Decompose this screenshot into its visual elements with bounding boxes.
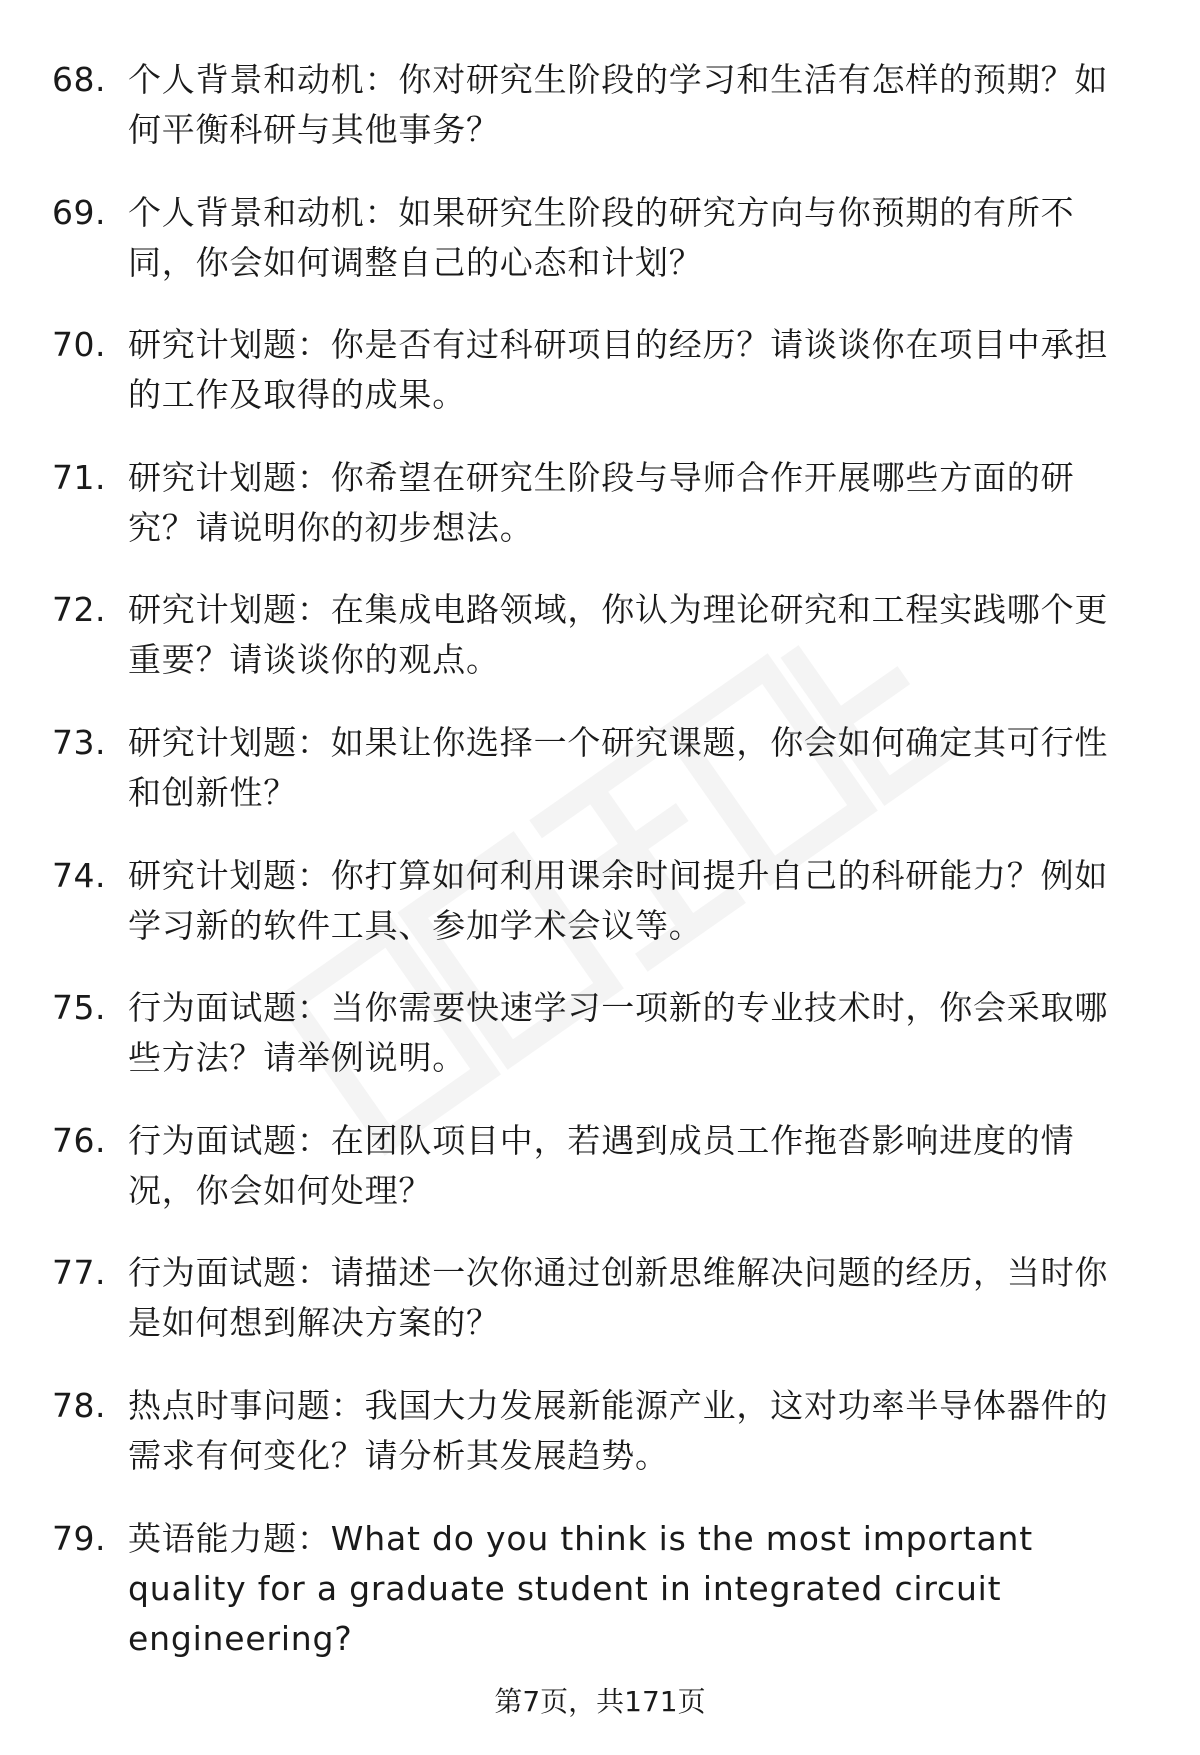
question-number: 78. bbox=[52, 1385, 106, 1425]
page-footer: 第7页，共171页 bbox=[494, 1685, 706, 1718]
question-text: 研究计划题：在集成电路领域，你认为理论研究和工程实践哪个更重要？请谈谈你的观点。 bbox=[128, 590, 1109, 680]
list-item bbox=[0, 1381, 1200, 1501]
question-number: 68. bbox=[52, 60, 106, 99]
question-number: 76. bbox=[52, 1120, 106, 1160]
question-number: 70. bbox=[52, 325, 106, 365]
list-item bbox=[0, 585, 1200, 705]
question-text: 行为面试题：当你需要快速学习一项新的专业技术时，你会采取哪些方法？请举例说明。 bbox=[128, 988, 1109, 1078]
list-item bbox=[0, 320, 1200, 440]
question-text: 个人背景和动机：你对研究生阶段的学习和生活有怎样的预期？如何平衡科研与其他事务？ bbox=[128, 60, 1109, 149]
question-number: 79. bbox=[52, 1518, 106, 1558]
list-item bbox=[0, 1248, 1200, 1368]
question-number: 75. bbox=[52, 988, 106, 1028]
question-number: 69. bbox=[52, 192, 106, 232]
question-number: 73. bbox=[52, 722, 106, 762]
question-text: 研究计划题：你打算如何利用课余时间提升自己的科研能力？例如学习新的软件工具、参加学术会议等。 bbox=[128, 855, 1109, 945]
question-text: 行为面试题：请描述一次你通过创新思维解决问题的经历，当时你是如何想到解决方案的？ bbox=[128, 1253, 1109, 1343]
list-item bbox=[0, 1514, 1200, 1684]
list-item bbox=[0, 188, 1200, 308]
list-item bbox=[0, 983, 1200, 1103]
question-list bbox=[0, 55, 1200, 1696]
question-text: 行为面试题：在团队项目中，若遇到成员工作拖沓影响进度的情况，你会如何处理？ bbox=[128, 1120, 1075, 1210]
question-text: 英语能力题：What do you think is the most important quality for a graduate student in integrated circuit engineering? bbox=[128, 1518, 1033, 1658]
question-text: 研究计划题：你希望在研究生阶段与导师合作开展哪些方面的研究？请说明你的初步想法。 bbox=[128, 457, 1075, 547]
list-item bbox=[0, 453, 1200, 573]
question-text: 热点时事问题：我国大力发展新能源产业，这对功率半导体器件的需求有何变化？请分析其发展趋势。 bbox=[128, 1385, 1109, 1475]
list-item bbox=[0, 718, 1200, 838]
question-number: 72. bbox=[52, 590, 106, 630]
question-text: 个人背景和动机：如果研究生阶段的研究方向与你预期的有所不同，你会如何调整自己的心态和计划？ bbox=[128, 192, 1075, 282]
question-number: 74. bbox=[52, 855, 106, 895]
list-item bbox=[0, 851, 1200, 971]
list-item bbox=[0, 55, 1200, 175]
list-item bbox=[0, 1116, 1200, 1236]
question-text: 研究计划题：你是否有过科研项目的经历？请谈谈你在项目中承担的工作及取得的成果。 bbox=[128, 325, 1109, 415]
question-text: 研究计划题：如果让你选择一个研究课题，你会如何确定其可行性和创新性？ bbox=[128, 722, 1109, 812]
question-number: 77. bbox=[52, 1253, 106, 1293]
question-number: 71. bbox=[52, 457, 106, 497]
